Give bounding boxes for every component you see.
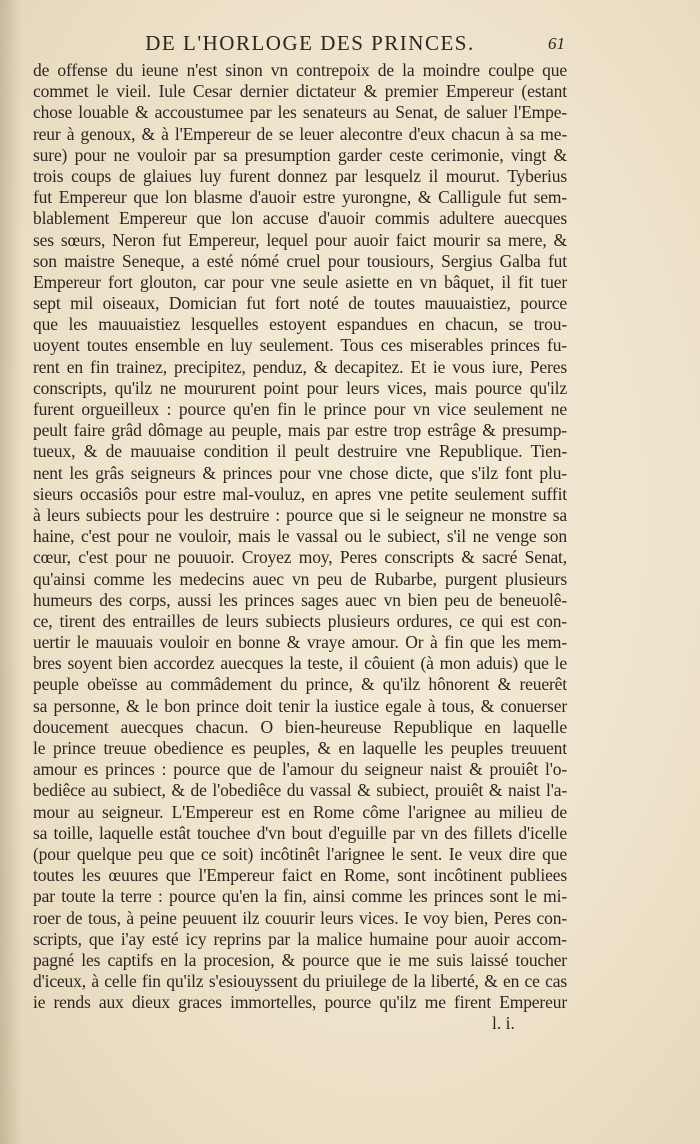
text-line: à leurs subiects pour les destruire : pource que si le seigneur ne monstre sa [33,504,567,525]
text-line: amour es princes : pource que de l'amour du seigneur naist & prouiêt l'o- [33,759,567,780]
text-line: bediêce au subiect, & de l'obediêce du vassal & subiect, prouiêt & naist l'a- [33,780,567,801]
text-line: chose louable & accoustumee par les senateurs au Senat, de saluer l'Empe- [33,102,567,123]
text-line: sa toille, laquelle estât touchee d'vn bout d'eguille par vn des fillets d'icelle [33,822,567,843]
text-line: ses sœurs, Neron fut Empereur, lequel pour auoir faict mourir sa mere, & [33,229,567,250]
text-line: Empereur fort glouton, car pour vne seule asiette en vn bâquet, il fit tuer [33,271,567,292]
text-line: peult faire grâd dômage au peuple, mais par estre trop estrâge & presump- [33,420,567,441]
text-line: fut Empereur que lon blasme d'auoir estre yurongne, & Calligule fut sem- [33,187,567,208]
text-line: le prince treuue obedience es peuples, & en laquelle les peuples treuuent [33,738,567,758]
text-line: par toute la terre : pource qu'en la fin, ainsi comme les princes sont le mi- [33,886,567,907]
text-line: uertir le mauuais vouloir en bonne & vraye amour. Or à fin que les mem- [33,632,567,653]
running-head [0,30,700,56]
text-line: de offense du ieune n'est sinon vn contrepoix de la moindre coulpe que [33,60,567,80]
running-title: DE L'HORLOGE DES PRINCES. [145,31,475,55]
text-line: reur à genoux, & à l'Empereur de se leuer alecontre d'eux chacun à sa me- [33,123,567,144]
text-line: conscripts, qu'ilz ne moururent point pour leurs vices, mais pource qu'ilz [33,377,567,398]
text-line: sa personne, & le bon prince doit tenir la iustice egale à tous, & conuerser [33,695,567,716]
gutter-shadow [0,0,22,1144]
text-line: ie rends aux dieux graces immortelles, pource qu'ilz me firent Empereur [33,992,567,1013]
text-line: rent en fin trainez, precipitez, penduz, & decapitez. Et ie vous iure, Peres [33,356,567,377]
text-line: trois coups de glaiues luy furent donnez par lesquelz il mourut. Tyberius [33,165,567,186]
text-line: cœur, c'est pour ne pouuoir. Croyez moy, Peres conscripts & sacré Senat, [33,547,567,568]
text-line: sept mil oiseaux, Domician fut fort noté de toutes mauuaistiez, pource [33,293,567,314]
text-line: son maistre Seneque, a esté nómé cruel pour tousiours, Sergius Galba fut [33,250,567,271]
text-line: haine, c'est pour ne vouloir, mais le vassal ou le subiect, s'il ne venge son [33,526,567,547]
text-line: nent les grâs seigneurs & princes pour vne chose dicte, que s'ilz font plu- [33,462,567,483]
text-line: doucement auecques chacun. O bien-heureuse Republique en laquelle [33,716,567,737]
text-line: tueux, & de mauuaise condition il peult destruire vne Republique. Tien- [33,441,567,462]
text-line: furent orgueilleux : pource qu'en fin le prince pour vn vice seulement ne [33,399,567,419]
signature-mark: l. i. [492,1013,515,1033]
text-line: peuple obeïsse au commâdement du prince, & qu'ilz hônorent & reuerêt [33,674,567,695]
body-text [33,60,567,1013]
text-line: sieurs occasiôs pour estre mal-vouluz, en apres vne petite seulement suffit [33,483,567,504]
text-line: sure) pour ne vouloir par sa presumption garder ceste cerimonie, vingt & [33,144,567,165]
text-line: mour au seigneur. L'Empereur est en Rome côme l'arignee au milieu de [33,801,567,822]
page-number: 61 [548,34,565,53]
text-line: d'iceux, à celle fin qu'ilz s'esiouyssent du priuilege de la liberté, & en ce cas [33,971,567,992]
text-line: ce, tirent des entrailles de leurs subiects plusieurs ordures, ce qui est con- [33,610,567,631]
text-line: toutes les œuures que l'Empereur faict en Rome, sont incôtinent publiees [33,865,567,886]
text-line: roer de tous, à peine peuuent ilz couurir leurs vices. Ie voy bien, Peres con- [33,907,567,928]
text-line: commet le vieil. Iule Cesar dernier dictateur & premier Empereur (estant [33,81,567,102]
text-line: humeurs des corps, aussi les princes sages auec vn bien peu de beneuolê- [33,589,567,610]
text-line: qu'ainsi comme les medecins auec vn peu de Rubarbe, purgent plusieurs [33,568,567,589]
text-line: blablement Empereur que lon accuse d'auoir commis adultere auecques [33,208,567,229]
text-line: (pour quelque peu que ce soit) incôtinêt l'arignee le sent. Ie veux dire que [33,843,567,864]
text-line: scripts, que i'ay esté icy reprins par la malice humaine pour auoir accom- [33,928,567,949]
text-line: que les mauuaistiez lesquelles estoyent espandues en chacun, se trou- [33,314,567,335]
text-line: pagné les captifs en la procesion, & pource que ie me suis laissé toucher [33,949,567,970]
text-line: bres soyent bien accordez auecques la teste, il côuient (à mon aduis) que le [33,653,567,674]
text-line: uoyent toutes ensemble en luy seulement. Tous ces miserables princes fu- [33,335,567,356]
